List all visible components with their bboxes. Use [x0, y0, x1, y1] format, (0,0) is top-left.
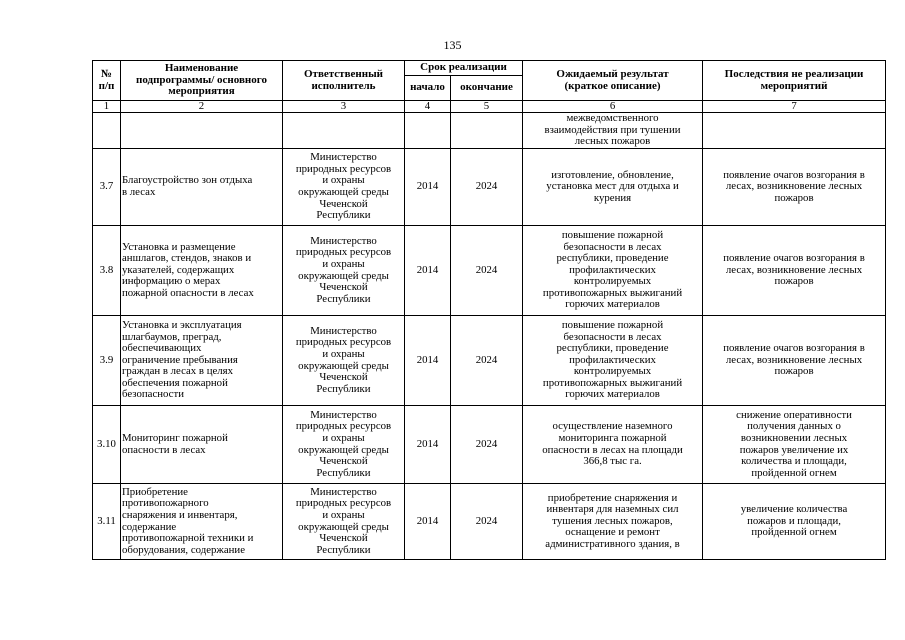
row-end: 2024: [451, 484, 523, 560]
table-row-continuation: [93, 113, 886, 149]
header-result: Ожидаемый результат (краткое описание): [523, 61, 703, 101]
row-consequences: увеличение количества пожаров и площади, пройденной огнем: [703, 484, 886, 560]
row-name: Мониторинг пожарной опасности в лесах: [121, 406, 283, 484]
row-num: 3.10: [93, 406, 121, 484]
column-number: 4: [405, 101, 451, 113]
row-executor: Министерство природных ресурсов и охраны окружающей среды Чеченской Республики: [283, 316, 405, 406]
row-end: 2024: [451, 316, 523, 406]
table-row: [93, 484, 886, 560]
row-result: повышение пожарной безопасности в лесах республики, проведение профилактических контролируемых противопожарных выжиганий горючих материалов: [523, 226, 703, 316]
row-num: 3.7: [93, 149, 121, 226]
header-executor: Ответственный исполнитель: [283, 61, 405, 101]
header-consequences: Последствия не реализации мероприятий: [703, 61, 886, 101]
row-name: Установка и размещение аншлагов, стендов, знаков и указателей, содержащих информацию о мерах пожарной опасности в лесах: [121, 226, 283, 316]
page-number: 135: [443, 38, 462, 52]
row-consequences: снижение оперативности получения данных о возникновении лесных пожаров увеличение их количества и площади, пройденной огнем: [703, 406, 886, 484]
row-start: 2014: [405, 484, 451, 560]
row-result: осуществление наземного мониторинга пожарной опасности в лесах на площади 366,8 тыс га.: [523, 406, 703, 484]
column-number: 5: [451, 101, 523, 113]
row-executor: Министерство природных ресурсов и охраны окружающей среды Чеченской Республики: [283, 484, 405, 560]
table-row: [93, 149, 886, 226]
table-row: [93, 406, 886, 484]
row-consequences: появление очагов возгорания в лесах, возникновение лесных пожаров: [703, 149, 886, 226]
table-row: [93, 316, 886, 406]
header-name: Наименование подпрограммы/ основного мероприятия: [121, 61, 283, 101]
row-executor: Министерство природных ресурсов и охраны окружающей среды Чеченской Республики: [283, 226, 405, 316]
row-result: повышение пожарной безопасности в лесах республики, проведение профилактических контролируемых противопожарных выжиганий горючих материалов: [523, 316, 703, 406]
column-number: 2: [121, 101, 283, 113]
row-name: Приобретение противопожарного снаряжения и инвентаря, содержание противопожарной техники и оборудования, содержание: [121, 484, 283, 560]
header-end: окончание: [451, 76, 523, 101]
row-start: 2014: [405, 406, 451, 484]
row-start: 2014: [405, 316, 451, 406]
header-start: начало: [405, 76, 451, 101]
row-result: изготовление, обновление, установка мест для отдыха и курения: [523, 149, 703, 226]
row-consequences: появление очагов возгорания в лесах, возникновение лесных пожаров: [703, 316, 886, 406]
row-end: 2024: [451, 226, 523, 316]
column-number: 3: [283, 101, 405, 113]
row-result: приобретение снаряжения и инвентаря для наземных сил тушения лесных пожаров, оснащение и ремонт административного здания, в: [523, 484, 703, 560]
row-executor: Министерство природных ресурсов и охраны окружающей среды Чеченской Республики: [283, 406, 405, 484]
header-period: Срок реализации: [405, 61, 523, 76]
column-numbers-row: [93, 101, 886, 113]
column-number: 6: [523, 101, 703, 113]
row-start: 2014: [405, 149, 451, 226]
row-num: 3.9: [93, 316, 121, 406]
row-consequences: появление очагов возгорания в лесах, возникновение лесных пожаров: [703, 226, 886, 316]
row-name: Благоустройство зон отдыха в лесах: [121, 149, 283, 226]
row-name: Установка и эксплуатация шлагбаумов, преград, обеспечивающих ограничение пребывания граждан в лесах в целях обеспечения пожарной безопасности: [121, 316, 283, 406]
row-num: 3.11: [93, 484, 121, 560]
result-cell: межведомственного взаимодействия при тушении лесных пожаров: [523, 113, 703, 149]
column-number: 1: [93, 101, 121, 113]
measures-table: [92, 60, 886, 560]
row-executor: Министерство природных ресурсов и охраны окружающей среды Чеченской Республики: [283, 149, 405, 226]
row-end: 2024: [451, 406, 523, 484]
row-num: 3.8: [93, 226, 121, 316]
row-end: 2024: [451, 149, 523, 226]
column-number: 7: [703, 101, 886, 113]
row-start: 2014: [405, 226, 451, 316]
header-num: № п/п: [93, 61, 121, 101]
table-row: [93, 226, 886, 316]
